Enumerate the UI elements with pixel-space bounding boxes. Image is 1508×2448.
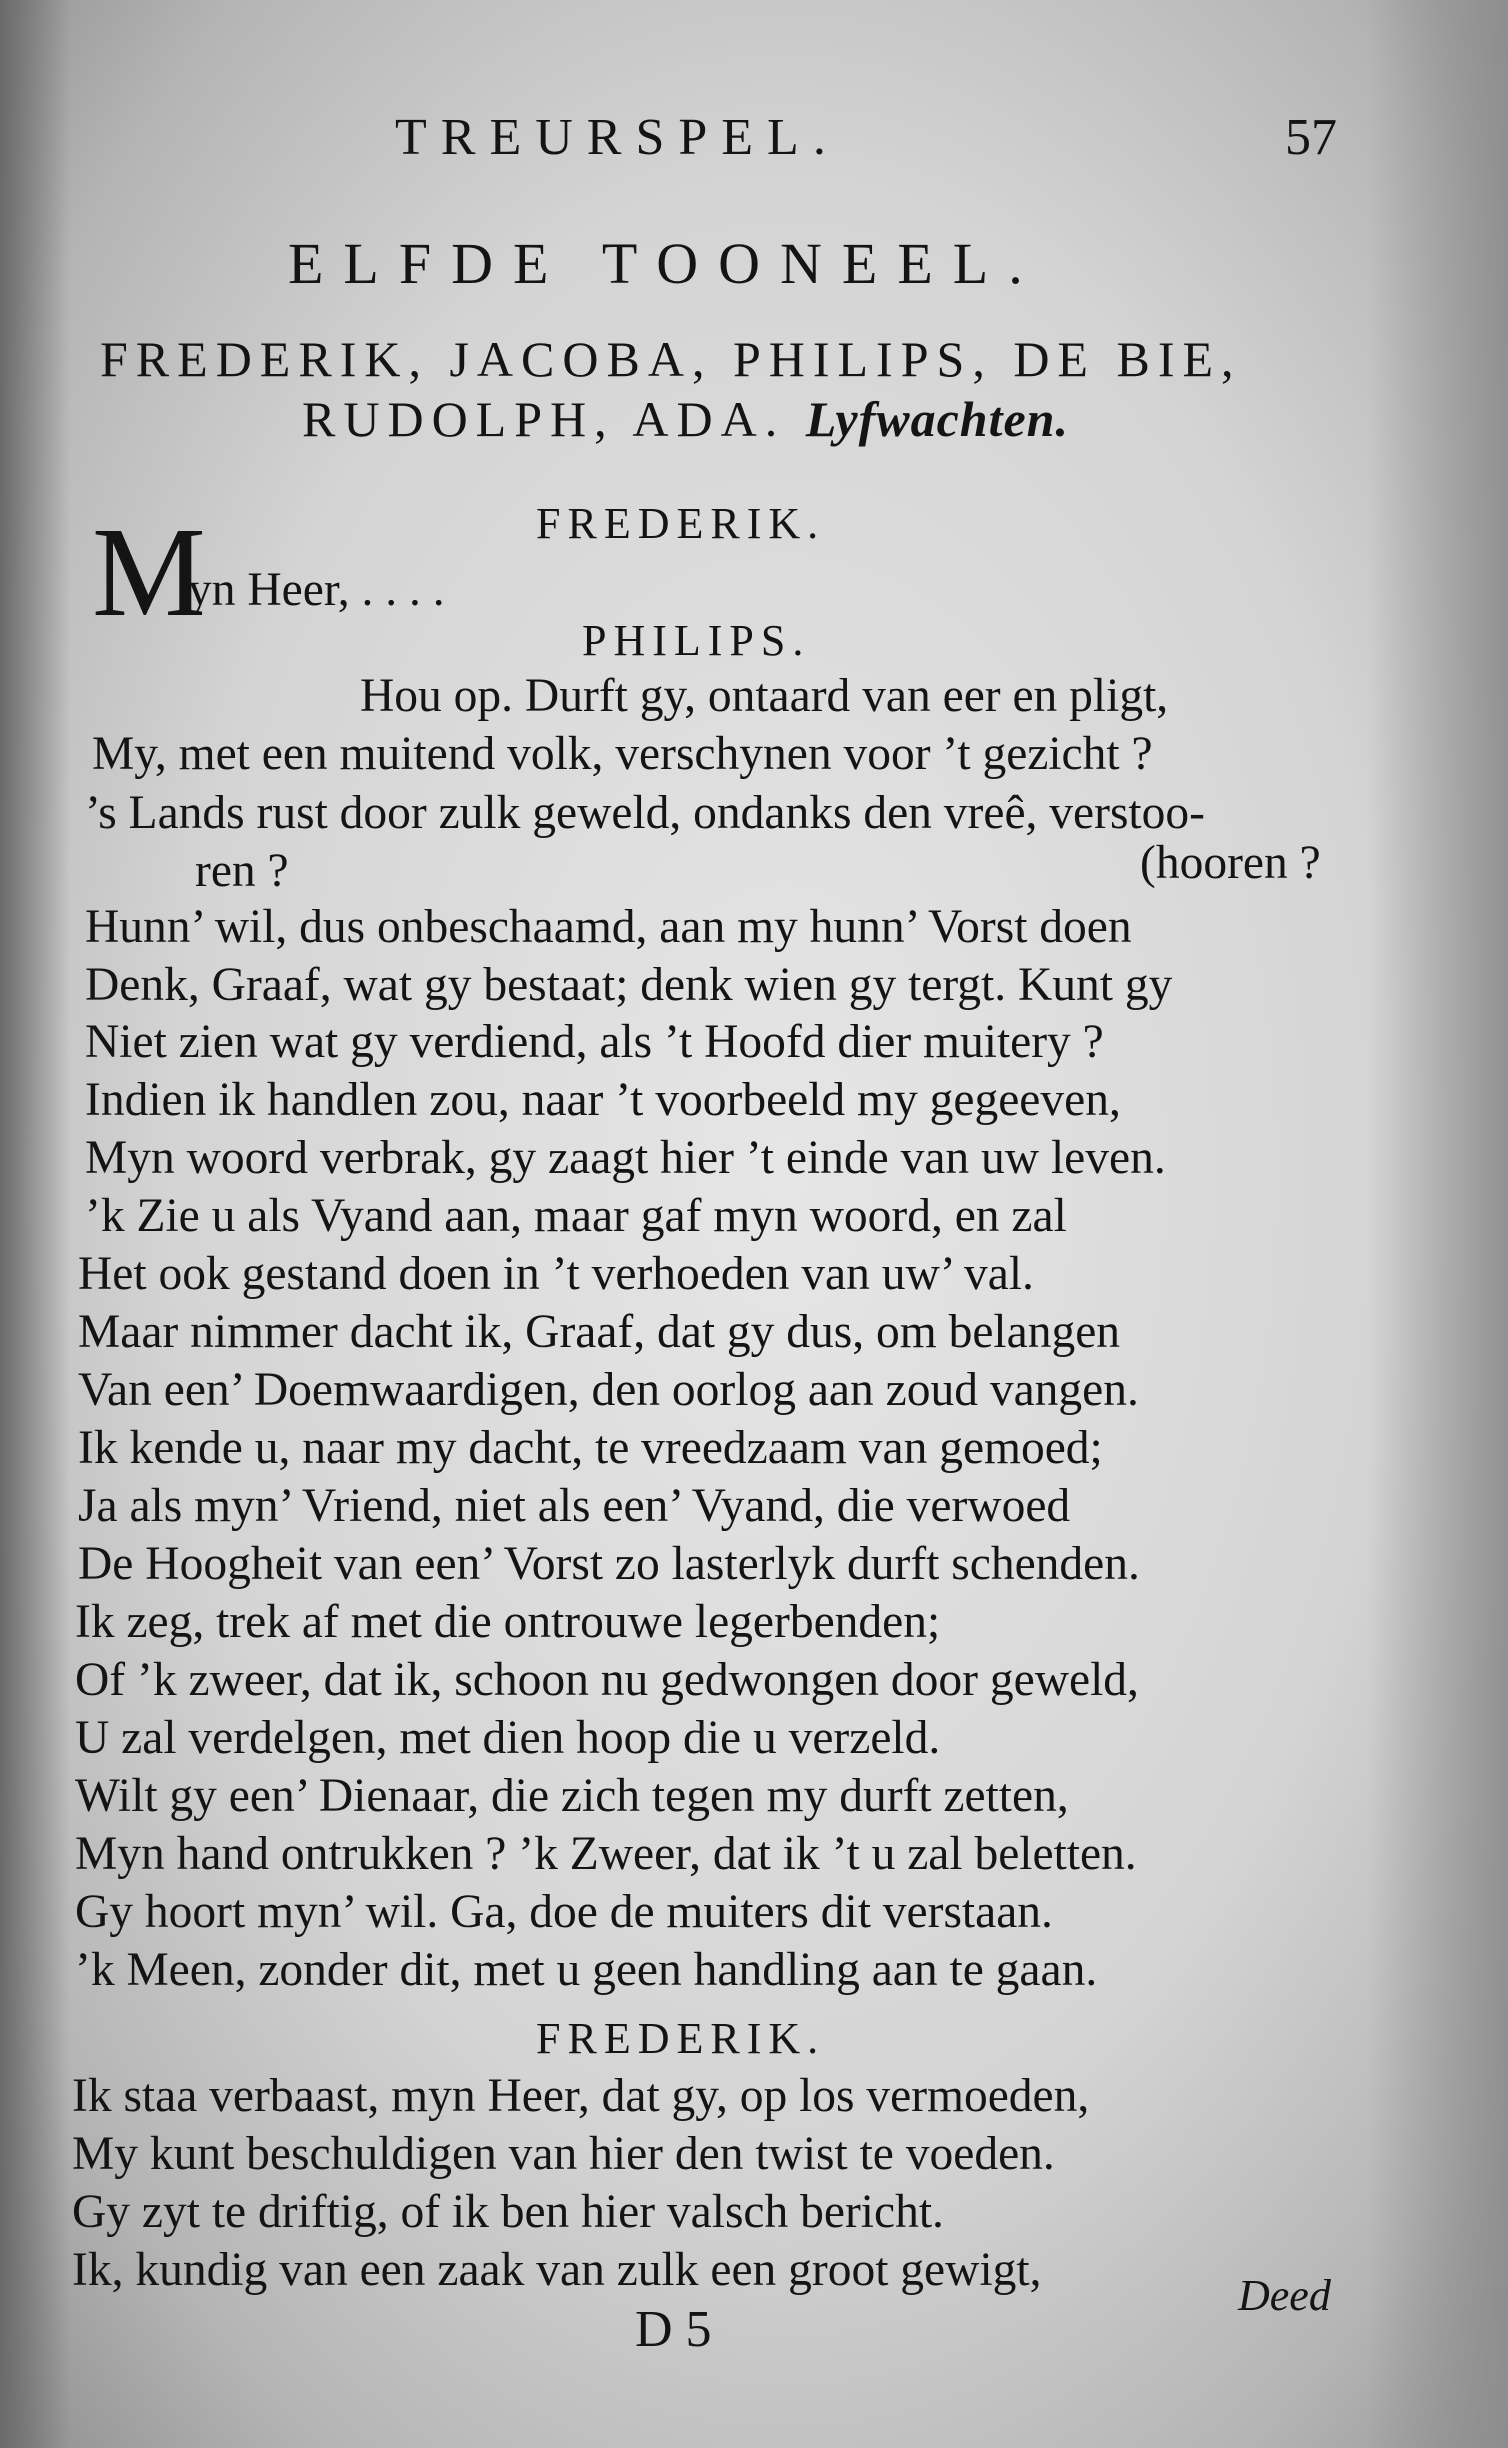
verse-line: De Hoogheit van een’ Vorst zo lasterlyk durft schenden. <box>78 1538 1140 1590</box>
verse-line: Ik kende u, naar my dacht, te vreedzaam van gemoed; <box>78 1422 1103 1474</box>
verse-line: ’k Zie u als Vyand aan, maar gaf myn woord, en zal <box>85 1190 1067 1242</box>
verse-line: Denk, Graaf, wat gy bestaat; denk wien gy tergt. Kunt gy <box>85 959 1173 1011</box>
verse-line: Maar nimmer dacht ik, Graaf, dat gy dus, om belangen <box>78 1306 1121 1358</box>
verse-line: My kunt beschuldigen van hier den twist te voeden. <box>72 2128 1055 2180</box>
gutter-shadow <box>0 0 70 2448</box>
verse-line: Ik staa verbaast, myn Heer, dat gy, op los vermoeden, <box>72 2070 1090 2122</box>
verse-line: Het ook gestand doen in ’t verhoeden van uw’ val. <box>78 1248 1034 1300</box>
verse-line: Gy zyt te driftig, of ik ben hier valsch bericht. <box>72 2186 944 2238</box>
verse-line: ’s Lands rust door zulk geweld, ondanks den vreê, verstoo- <box>85 787 1205 839</box>
drop-cap: M <box>92 501 206 643</box>
verse-line: My, met een muitend volk, verschynen voor ’t gezicht ? <box>92 728 1153 780</box>
cast-names: RUDOLPH, ADA. <box>302 391 786 447</box>
cast-list-line-2 <box>302 390 1069 448</box>
verse-line: Of ’k zweer, dat ik, schoon nu gedwongen door geweld, <box>75 1654 1139 1706</box>
verse-line: Ja als myn’ Vriend, niet als een’ Vyand, die verwoed <box>78 1480 1071 1532</box>
scene-title: ELFDE TOONEEL. <box>288 231 1043 296</box>
verse-line: Hou op. Durft gy, ontaard van eer en pligt, <box>360 670 1169 722</box>
verse-line: Wilt gy een’ Dienaar, die zich tegen my durft zetten, <box>75 1770 1069 1822</box>
verse-line: Ik zeg, trek af met die ontrouwe legerbenden; <box>75 1596 941 1648</box>
verse-line: Myn woord verbrak, gy zaagt hier ’t einde van uw leven. <box>85 1132 1166 1184</box>
cast-list-line-1: FREDERIK, JACOBA, PHILIPS, DE BIE, <box>100 331 1242 387</box>
verse-line: U zal verdelgen, met dien hoop die u verzeld. <box>75 1712 941 1764</box>
verse-line: yn Heer, . . . . <box>188 564 445 616</box>
running-head: TREURSPEL. <box>395 109 840 166</box>
cast-guards: Lyfwachten. <box>805 391 1069 447</box>
verse-line: ren ? <box>195 845 289 897</box>
page-number: 57 <box>1285 109 1337 166</box>
verse-line: ’k Meen, zonder dit, met u geen handling aan te gaan. <box>75 1944 1098 1996</box>
verse-line: Gy hoort myn’ wil. Ga, doe de muiters dit verstaan. <box>75 1886 1053 1938</box>
verse-line: Indien ik handlen zou, naar ’t voorbeeld my gegeeven, <box>85 1074 1121 1126</box>
verse-line: Myn hand ontrukken ? ’k Zweer, dat ik ’t u zal beletten. <box>75 1828 1137 1880</box>
verse-line: Hunn’ wil, dus onbeschaamd, aan my hunn’ Vorst doen <box>85 901 1132 953</box>
verse-line: Ik, kundig van een zaak van zulk een groot gewigt, <box>72 2244 1042 2296</box>
verse-line: Van een’ Doemwaardigen, den oorlog aan zoud vangen. <box>78 1364 1139 1416</box>
speaker-frederik: FREDERIK. <box>536 2014 826 2063</box>
verse-line: Niet zien wat gy verdiend, als ’t Hoofd dier muitery ? <box>85 1016 1104 1068</box>
catchword: Deed <box>1238 2271 1331 2320</box>
speaker-philips: PHILIPS. <box>582 616 811 665</box>
signature-mark: D 5 <box>635 2301 712 2358</box>
verse-line: (hooren ? <box>1140 837 1321 889</box>
page-edge-shadow <box>1368 0 1508 2448</box>
speaker-frederik: FREDERIK. <box>536 499 826 548</box>
